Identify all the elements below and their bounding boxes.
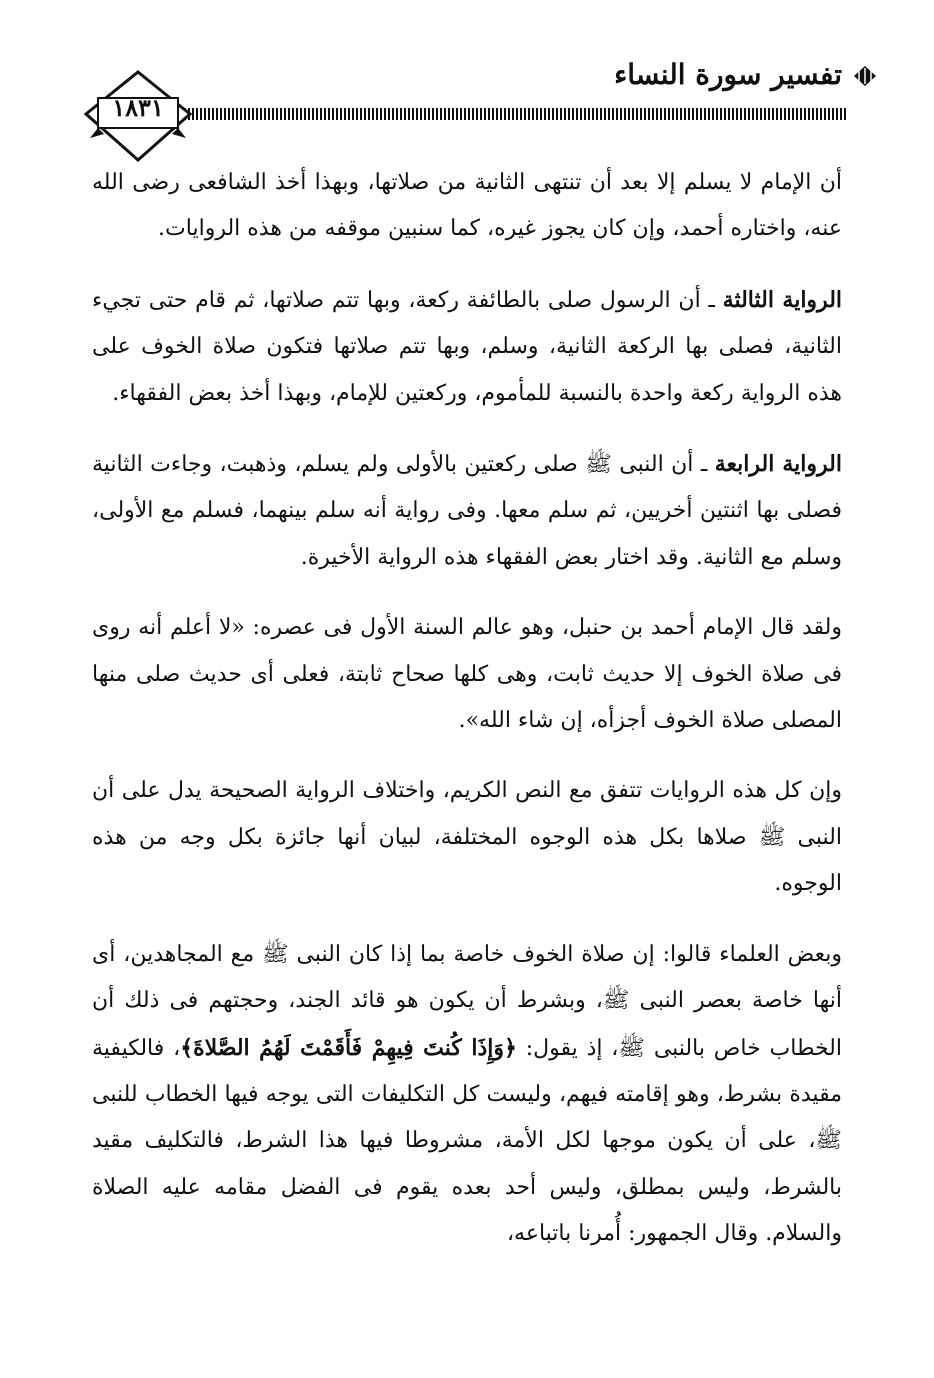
paragraph-6 — [92, 932, 842, 1258]
paragraph-1 — [92, 160, 842, 253]
ornament-icon — [852, 64, 878, 88]
paragraph-5-text: وإن كل هذه الروايات تتفق مع النص الكريم، واختلاف الرواية الصحيحة يدل على أن النبى ﷺ صلاها بكل هذه الوجوه المختلفة، لبيان أنها جائزة بكل وجه من هذه الوجوه. — [92, 778, 842, 897]
body-text — [92, 160, 842, 1282]
paragraph-3-text: ـ أن النبى ﷺ صلى ركعتين بالأولى ولم يسلم، وذهبت، وجاءت الثانية فصلى بها اثنتين أخريين، ثم سلم معها. وفى رواية أنه سلم بينهما، فسلم مع الأولى، وسلم مع الثانية. وقد اختار بعض الفقهاء هذه الرواية الأخيرة. — [92, 452, 842, 570]
running-title: تفسير سورة النساء — [614, 58, 842, 91]
paragraph-3-heading: الرواية الرابعة — [714, 451, 842, 478]
header-rule — [160, 108, 846, 120]
paragraph-4-text: ولقد قال الإمام أحمد بن حنبل، وهو عالم السنة الأول فى عصره: «لا أعلم أنه روى فى صلاة الخوف إلا حديث ثابت، وهى كلها صحاح ثابتة، فعلى أى حديث صلى منها المصلى صلاة الخوف أجزأه، إن شاء الله». — [92, 615, 842, 734]
quran-verse: ﴿وَإِذَا كُنتَ فِيهِمْ فَأَقَمْتَ لَهُمُ الصَّلاةَ﴾ — [180, 1034, 517, 1061]
paragraph-2-text: ـ أن الرسول صلى بالطائفة ركعة، وبها تتم صلاتها، ثم قام حتى تجيء الثانية، فصلى بها الركعة الثانية، وسلم، وبها تتم صلاتها فتكون صلاة الخوف على هذه الرواية ركعة واحدة بالنسبة للمأموم، وركعتين للإمام، وبهذا أخذ بعض الفقهاء. — [92, 287, 842, 406]
paragraph-5 — [92, 768, 842, 907]
paragraph-2-heading: الرواية الثالثة — [722, 286, 843, 313]
paragraph-6-text-start: وبعض العلماء قالوا: إن صلاة الخوف خاصة بما إذا كان النبى ﷺ مع المجاهدين، أى أنها خاصة بعصر النبى ﷺ، وبشرط أن يكون هو قائد الجند، وحجتهم فى ذلك أن الخطاب خاص بالنبى ﷺ، إذ يقول: — [92, 941, 843, 1061]
paragraph-3 — [92, 441, 842, 581]
paragraph-2 — [92, 277, 842, 417]
paragraph-6-text-end: ، فالكيفية مقيدة بشرط، وهو إقامته فيهم، وليست كل التكليفات التى يوجه فيها الخطاب للنبى ﷺ، على أن يكون موجها لكل الأمة، مشروطا فيها هذا الشرط، فالتكليف مقيد بالشرط، وليس بمطلق، وليس أحد بعده يقوم فى الفضل مقامه عليه الصلاة والسلام. وقال الجمهور: أُمرنا باتباعه، — [92, 1035, 842, 1247]
page-number: ١٨٣١ — [112, 93, 164, 122]
paragraph-4 — [92, 605, 842, 744]
paragraph-1-text: أن الإمام لا يسلم إلا بعد أن تنتهى الثانية من صلاتها، وبهذا أخذ الشافعى رضى الله عنه، واختاره أحمد، وإن كان يجوز غيره، كما سنبين موقفه من هذه الروايات. — [92, 170, 842, 242]
